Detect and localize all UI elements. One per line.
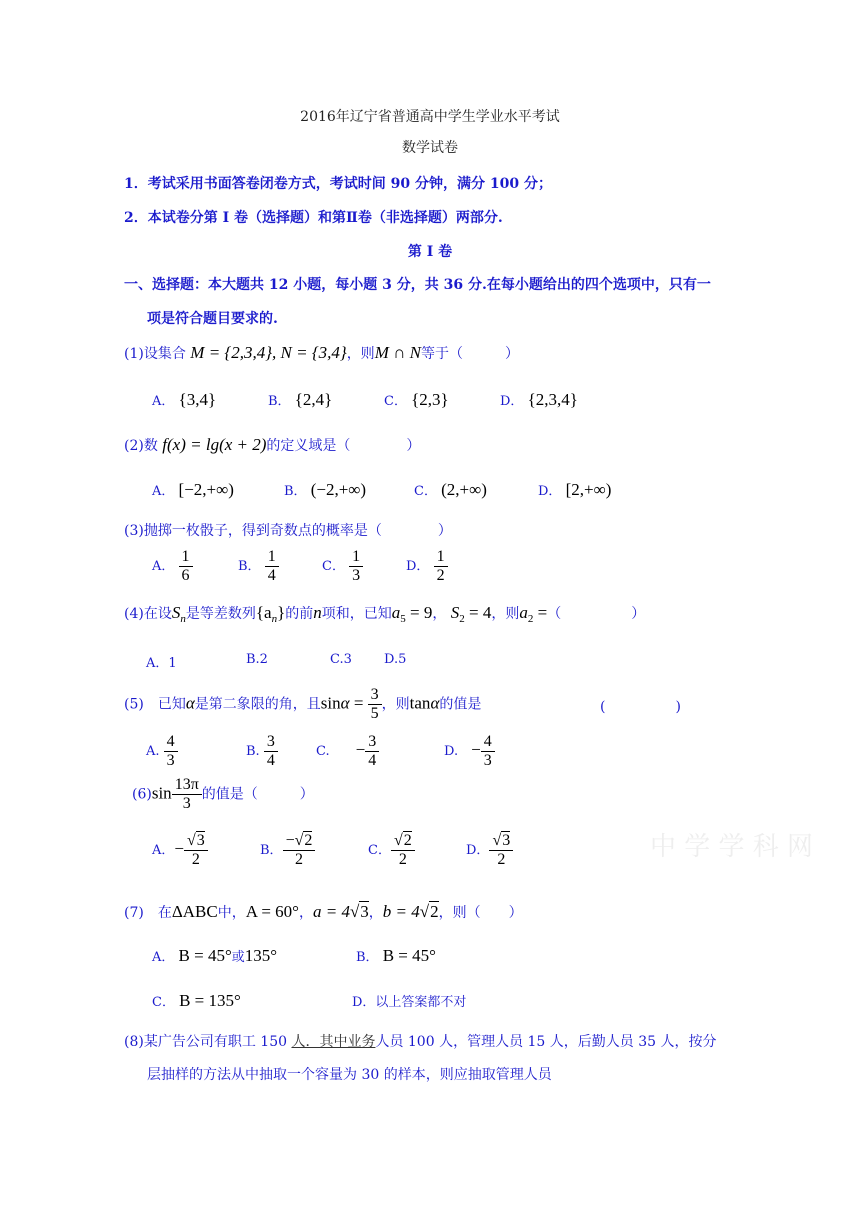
q1-option-b: B． {2,4} [268, 390, 333, 409]
q3-option-d: D． $\frac{1}{2}$ [406, 548, 448, 585]
exam-subtitle: 数学试卷 [402, 140, 458, 156]
section-instruction-line1: 一、选择题：本大题共 12 小题，每小题 3 分，共 36 分.在每小题给出的四个选项中，只有一 [124, 277, 711, 293]
q6-option-b: B． $\frac{-√2}{2}$ [260, 832, 315, 869]
q7-option-c: C． B = 135° [152, 991, 241, 1010]
q7-option-d: D．以上答案都不对 [352, 995, 467, 1010]
q3-option-a: A． $\frac{1}{6}$ [152, 548, 193, 585]
q4-option-d: D.5 [384, 652, 407, 667]
question-8-line1: (8)某广告公司有职工 150 人．其中业务人员 100 人，管理人员 15 人，后勤人员 35 人，按分 [124, 1034, 717, 1050]
watermark: 中 学 学 科 网 [650, 832, 814, 862]
q2-option-b: B． (−2,+∞) [284, 480, 367, 499]
q5-option-b: B. $\frac{3}{4}$ [246, 733, 278, 770]
exam-title: 2016年辽宁省普通高中学生学业水平考试 [300, 109, 560, 125]
question-7: (7) 在ΔABC中，A = 60°，a = 4√3，b = 4√2，则（ ） [124, 902, 523, 921]
section-instruction-line2: 项是符合题目要求的. [147, 311, 278, 327]
q3-option-c: C． $\frac{1}{3}$ [322, 548, 363, 585]
q2-option-c: C． (2,+∞) [414, 480, 487, 499]
note-2: 2．本试卷分第 I 卷（选择题）和第Ⅱ卷（非选择题）两部分. [124, 210, 503, 226]
q7-option-a: A． B = 45°或135° [152, 946, 278, 965]
question-1: (1)设集合 M = {2,3,4}, N = {3,4}，则M ∩ N等于（ ） [124, 343, 519, 362]
q6-option-d: D． $\frac{√3}{2}$ [466, 832, 513, 869]
q1-expression: M = {2,3,4}, N = {3,4} [190, 343, 347, 362]
question-5: (5) 已知α是第二象限的角，且sinα = $\frac{3}{5}$ ，则tanα的值是 [124, 686, 482, 722]
q5-option-d: D. − $\frac{4}{3}$ [444, 733, 495, 770]
q2-expression: f(x) = lg(x + 2) [162, 435, 267, 454]
note-1: 1．考试采用书面答卷闭卷方式，考试时间 90 分钟，满分 100 分； [124, 176, 552, 192]
q5-option-c: C. − $\frac{3}{4}$ [316, 733, 379, 770]
q3-option-b: B． $\frac{1}{4}$ [238, 548, 279, 585]
q4-option-c: C.3 [330, 652, 352, 667]
q4-option-a: A．1 [146, 656, 177, 671]
q2-option-a: A． [−2,+∞) [152, 480, 234, 499]
q1-option-a: A． {3,4} [152, 390, 217, 409]
q1-expression-2: M ∩ N [374, 343, 421, 362]
q2-option-d: D． [2,+∞) [538, 480, 612, 499]
question-2: (2)数 f(x) = lg(x + 2)的定义域是（ ） [124, 435, 421, 454]
question-6: (6)sin $\frac{13\pi}{3}$ 的值是（ ） [132, 776, 314, 812]
q1-option-d: D． {2,3,4} [500, 390, 578, 409]
q8-underlined-text: 人．其中业务 [291, 1034, 376, 1050]
question-3: (3)抛掷一枚骰子，得到奇数点的概率是（ ） [124, 523, 452, 539]
question-8-line2: 层抽样的方法从中抽取一个容量为 30 的样本，则应抽取管理人员 [147, 1067, 552, 1083]
q7-option-b: B． B = 45° [356, 946, 436, 965]
q1-option-c: C． {2,3} [384, 390, 449, 409]
q6-option-a: A．− $\frac{√3}{2}$ [152, 832, 208, 869]
part-heading: 第 I 卷 [407, 244, 453, 260]
q6-option-c: C． $\frac{√2}{2}$ [368, 832, 415, 869]
q4-option-b: B.2 [246, 652, 268, 667]
question-4: (4)在设$S_n$是等差数列$\{a_n\}$的前n项和，已知$a_5 = 9$， $S_2 = 4$，则$a_2$ =（ ） [124, 603, 646, 625]
q5-answer-paren: ( ) [600, 699, 681, 715]
q5-option-a: A. $\frac{4}{3}$ [146, 733, 178, 770]
